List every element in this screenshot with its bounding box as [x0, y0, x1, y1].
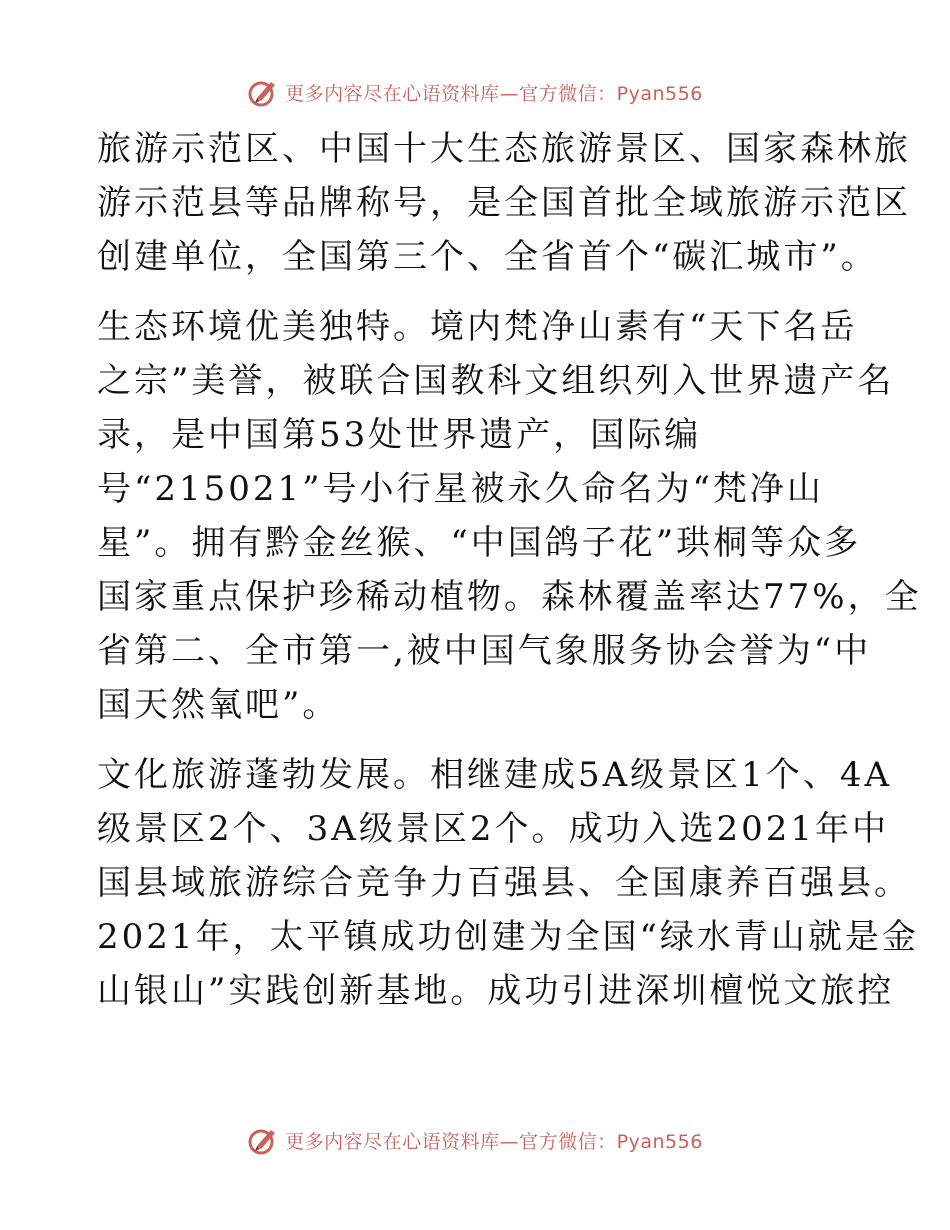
- text-line: 国天然氧吧”。: [97, 685, 340, 725]
- document-body: [97, 122, 922, 1018]
- paragraph-3: [97, 748, 919, 1018]
- text-line: 级景区2个、3A级景区2个。成功入选2021年中: [97, 809, 889, 849]
- text-line: 2021年，太平镇成功创建为全国“绿水青山就是金: [97, 917, 919, 957]
- text-line: 国县域旅游综合竞争力百强县、全国康养百强县。: [97, 863, 911, 903]
- pen-logo-icon: [247, 76, 279, 108]
- text-line: 星”。拥有黔金丝猴、“中国鸽子花”珙桐等众多: [97, 523, 862, 563]
- text-line: 游示范县等品牌称号，是全国首批全域旅游示范区: [97, 183, 911, 223]
- watermark-text: 更多内容尽在心语资料库—官方微信：Pyan556: [285, 1130, 703, 1153]
- text-line: 省第二、全市第一,被中国气象服务协会誉为“中: [97, 631, 872, 671]
- text-line: 山银山”实践创新基地。成功引进深圳檀悦文旅控: [97, 971, 895, 1011]
- text-line: 录，是中国第53处世界遗产，国际编: [97, 415, 702, 455]
- text-line: 之宗”美誉，被联合国教科文组织列入世界遗产名: [97, 361, 895, 401]
- pen-logo-icon: [247, 1124, 279, 1156]
- text-line: 文化旅游蓬勃发展。相继建成5A级景区1个、4A: [97, 755, 893, 795]
- text-line: 旅游示范区、中国十大生态旅游景区、国家森林旅: [97, 129, 911, 169]
- paragraph-1: [97, 122, 911, 284]
- text-line: 国家重点保护珍稀动植物。森林覆盖率达77%，全: [97, 577, 922, 617]
- footer-watermark: [0, 1120, 950, 1160]
- header-watermark: [0, 72, 950, 112]
- watermark-text: 更多内容尽在心语资料库—官方微信：Pyan556: [285, 82, 703, 105]
- text-line: 创建单位，全国第三个、全省首个“碳汇城市”。: [97, 237, 878, 277]
- paragraph-2: [97, 300, 922, 732]
- text-line: 生态环境优美独特。境内梵净山素有“天下名岳: [97, 307, 858, 347]
- text-line: 号“215021”号小行星被永久命名为“梵净山: [97, 469, 824, 509]
